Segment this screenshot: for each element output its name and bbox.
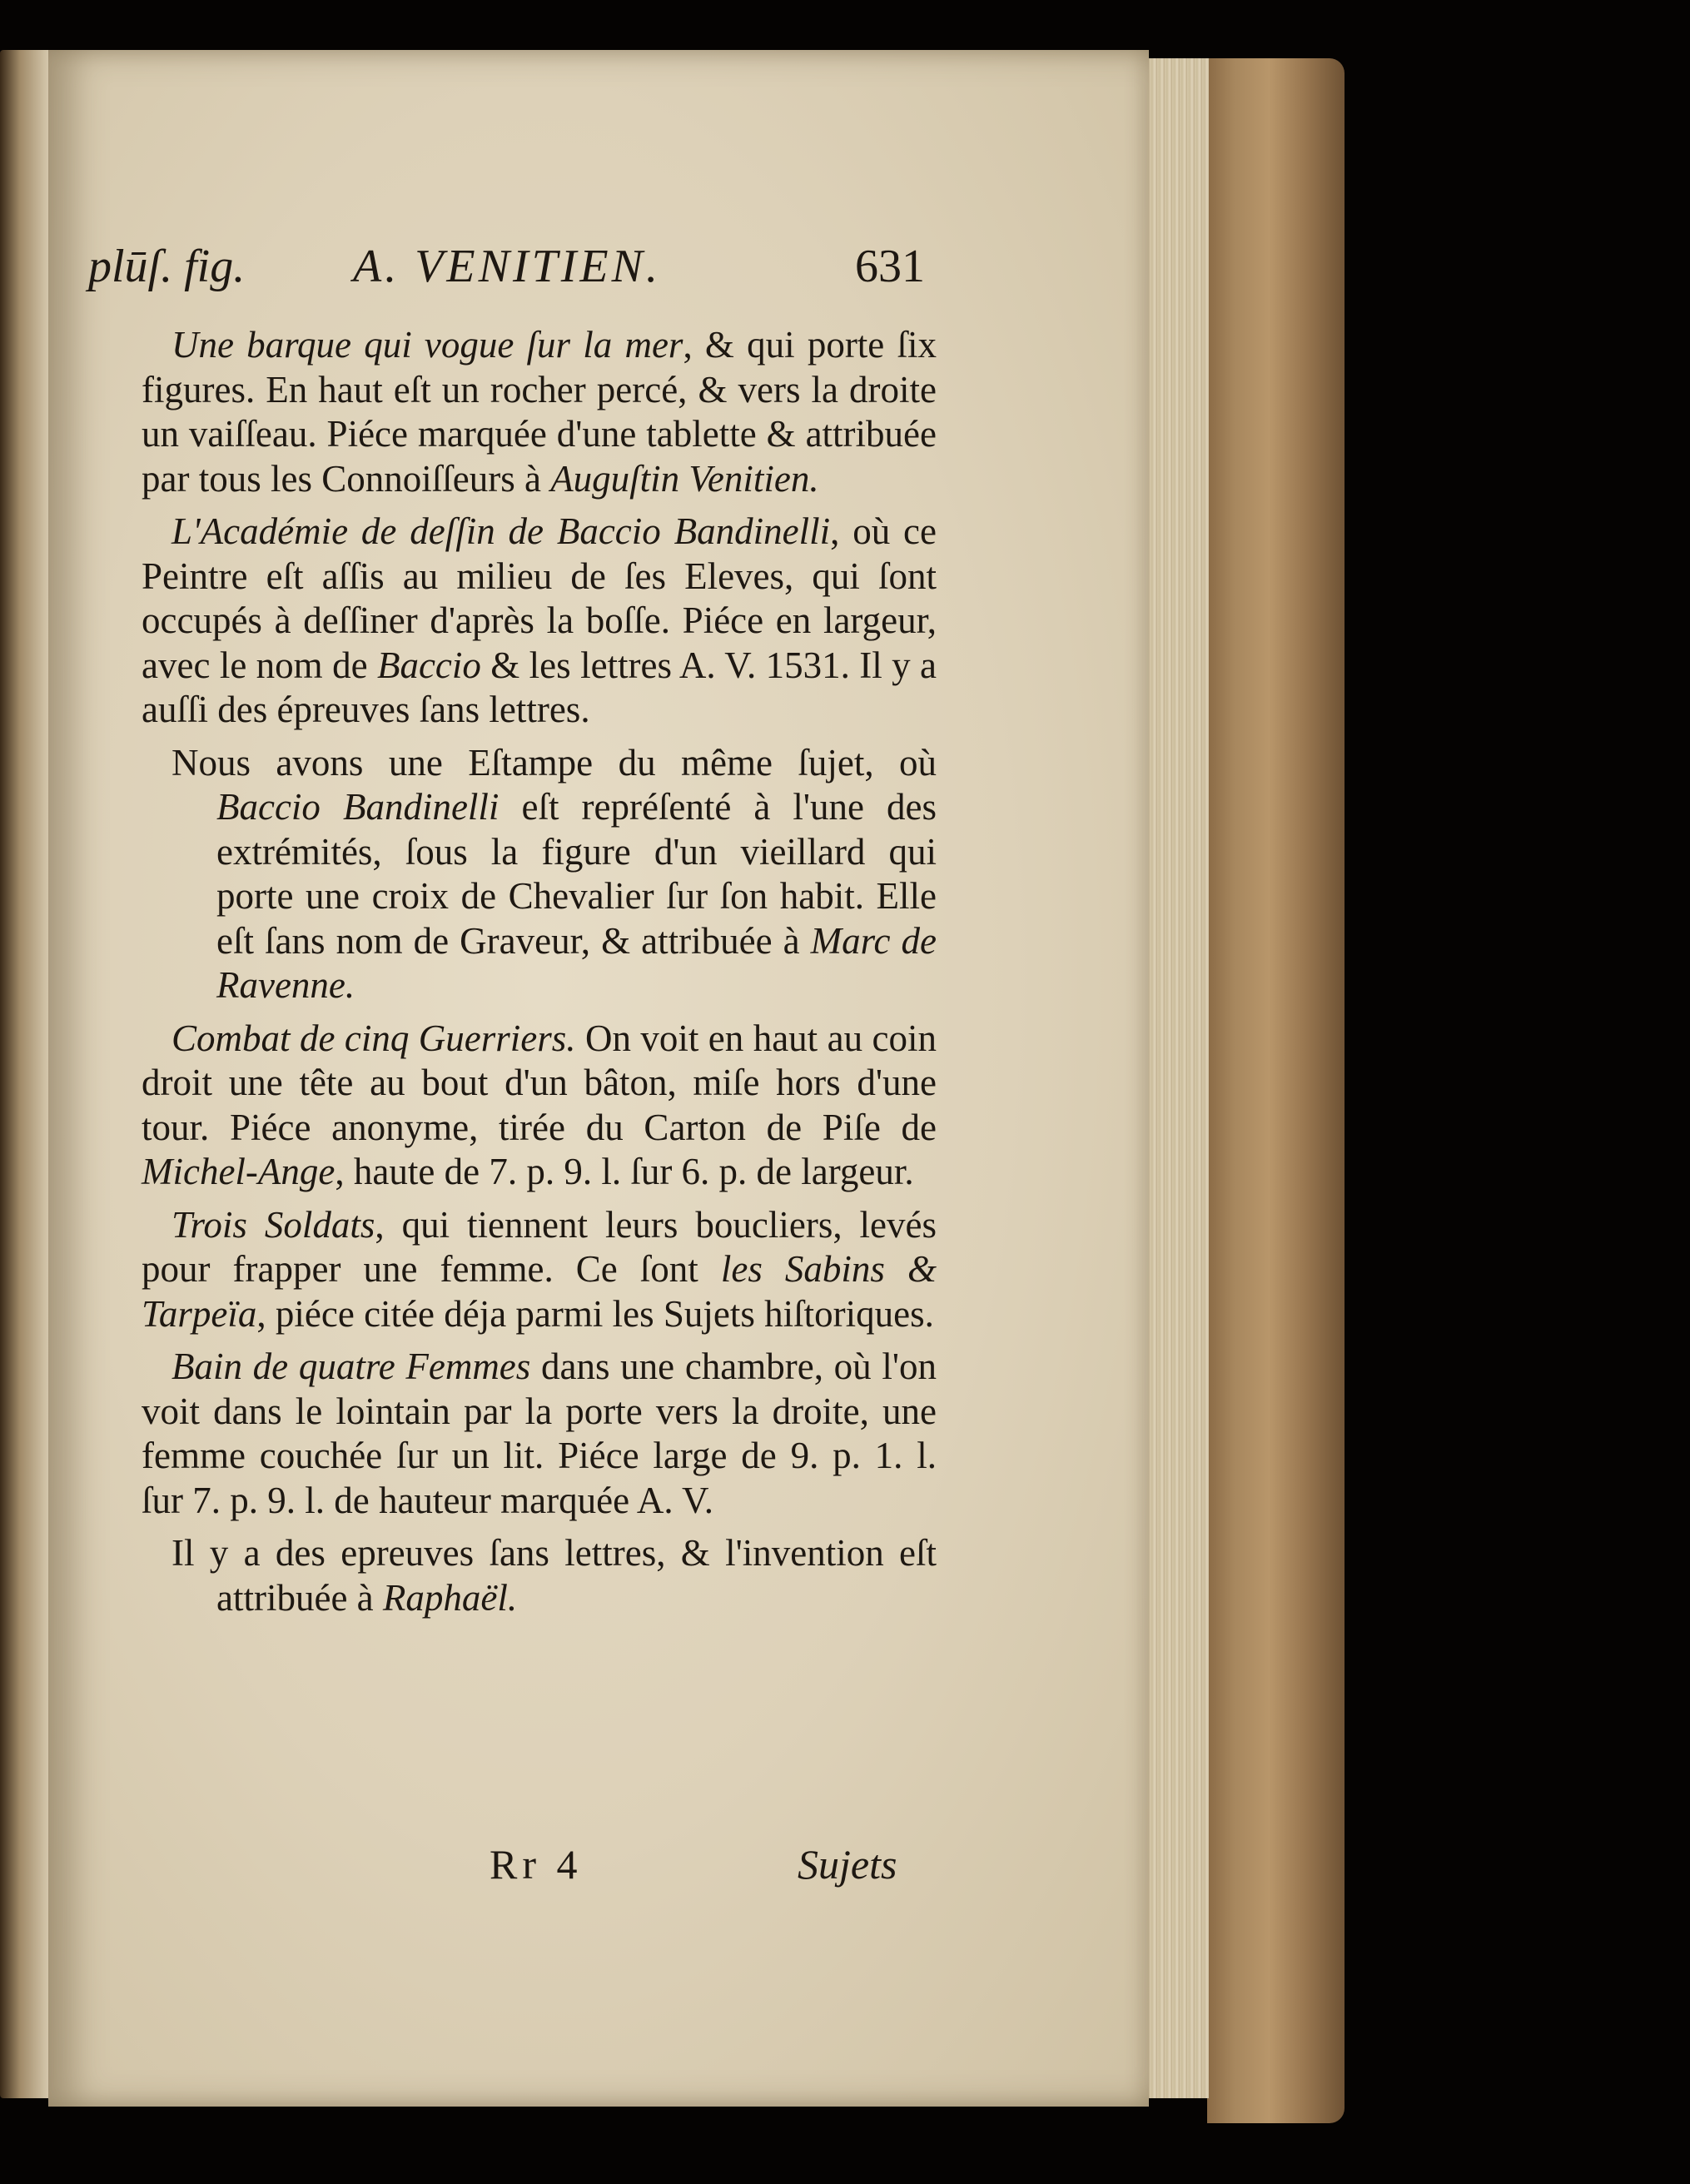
italic-run: les Sabins & Tarpeïa bbox=[142, 1248, 937, 1335]
text-run: , qui tiennent leurs boucliers, levés pour frapper une femme. Ce ſont bbox=[142, 1203, 937, 1290]
body-text bbox=[142, 323, 937, 1629]
signature-mark: Rr 4 bbox=[490, 1841, 583, 1888]
italic-run: Baccio bbox=[376, 644, 481, 686]
catchword: Sujets bbox=[798, 1841, 897, 1888]
entry-paragraph bbox=[142, 1345, 937, 1523]
text-run: Nous avons une Eſtampe du même ſujet, où bbox=[171, 741, 937, 784]
italic-run: Baccio Bandinelli bbox=[216, 786, 500, 828]
text-run: & les lettres A. V. 1531. Il y a auſſi des épreuves ſans lettres. bbox=[142, 644, 937, 730]
page-number: 631 bbox=[855, 241, 925, 292]
text-run: On voit en haut au coin droit une tête au bout d'un bâton, miſe hors d'une tour. Piéce anonyme, tirée du Carton de Piſe de bbox=[142, 1017, 937, 1148]
italic-run: Trois Soldats bbox=[171, 1203, 375, 1246]
italic-run: Combat de cinq Guerriers. bbox=[171, 1017, 576, 1059]
running-header bbox=[88, 240, 925, 298]
note-paragraph bbox=[171, 741, 937, 1008]
page-edges bbox=[1141, 58, 1209, 2098]
text-run: eſt repréſenté à l'une des extrémités, ſous la figure d'un vieillard qui porte une croix de Chevalier ſur ſon habit. Elle eſt ſans nom de Graveur, & attribuée à bbox=[216, 786, 937, 962]
facing-page-edge bbox=[0, 50, 50, 2098]
italic-run: Michel-Ange bbox=[142, 1151, 336, 1192]
entry-paragraph bbox=[142, 1203, 937, 1337]
text-run: Il y a des epreuves ſans lettres, & l'invention eſt attribuée à bbox=[171, 1532, 937, 1619]
header-left: plūſ. fig. bbox=[88, 241, 246, 292]
book-cover bbox=[1207, 58, 1345, 2123]
header-title: A. VENITIEN. bbox=[353, 241, 661, 292]
page-text bbox=[48, 50, 1149, 2107]
italic-run: L'Académie de deſſin de Baccio Bandinelli bbox=[171, 510, 831, 552]
entry-paragraph bbox=[142, 510, 937, 733]
italic-run: Marc de Ravenne. bbox=[216, 919, 937, 1006]
italic-run: Bain de quatre Femmes bbox=[171, 1346, 531, 1387]
book-page bbox=[48, 50, 1149, 2107]
text-run: , où ce Peintre eſt aſſis au milieu de ſes Eleves, qui ſont occupés à deſſiner d'après la boſſe. Piéce en largeur, avec le nom de bbox=[142, 510, 937, 686]
text-run: , haute de 7. p. 9. l. ſur 6. p. de largeur. bbox=[335, 1151, 914, 1192]
text-run: , piéce citée déja parmi les Sujets hiſtoriques. bbox=[256, 1292, 934, 1335]
italic-run: Auguſtin Venitien. bbox=[550, 457, 819, 500]
italic-run: Une barque qui vogue ſur la mer bbox=[171, 324, 683, 366]
italic-run: Raphaël. bbox=[382, 1576, 518, 1619]
text-run: , & qui porte ſix figures. En haut eſt un rocher percé, & vers la droite un vaiſſeau. Piéce marquée d'une tablette & attribuée par tous les Connoiſſeurs à bbox=[142, 324, 937, 500]
entry-paragraph bbox=[142, 1017, 937, 1195]
page-footer bbox=[48, 1840, 1149, 1898]
text-run: dans une chambre, où l'on voit dans le lointain par la porte vers la droite, une femme couchée ſur un lit. Piéce large de 9. p. 1. l. ſur 7. p. 9. l. de hauteur marquée A. V. bbox=[142, 1346, 937, 1521]
note-paragraph bbox=[171, 1531, 937, 1620]
entry-paragraph bbox=[142, 323, 937, 501]
